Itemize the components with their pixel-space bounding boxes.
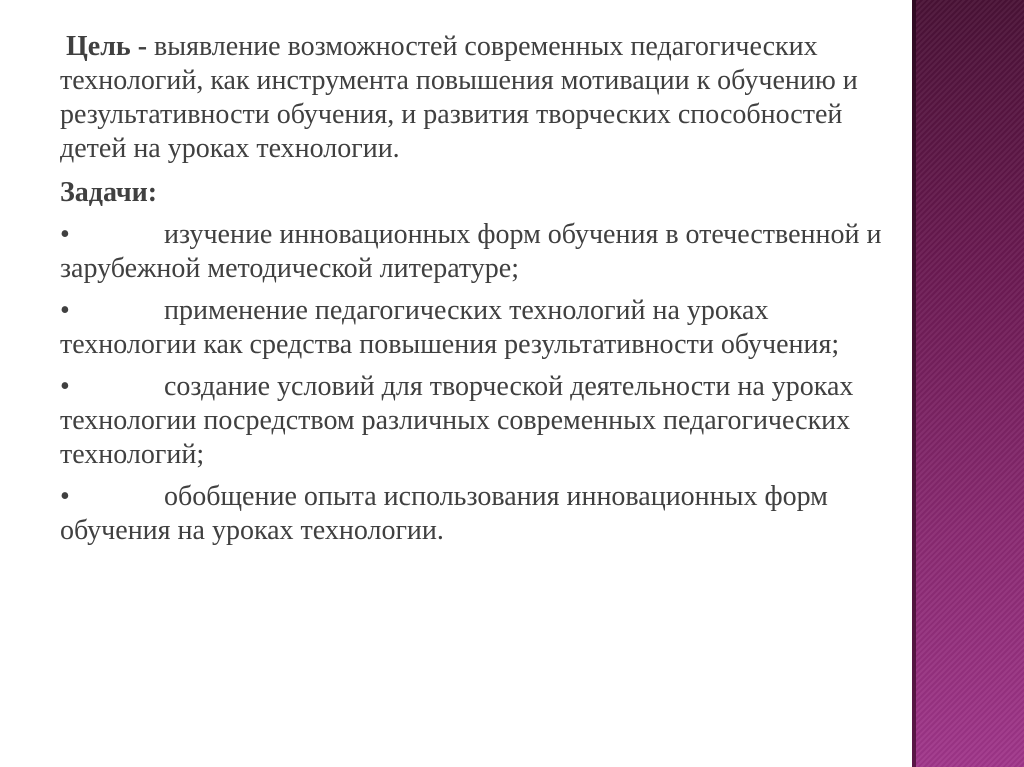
task-text: обобщение опыта использования инновационных форм обучения на уроках технологии. bbox=[60, 481, 828, 546]
goal-paragraph bbox=[60, 30, 900, 166]
bullet-icon: • bbox=[60, 295, 70, 326]
slide-content bbox=[60, 30, 900, 556]
task-item bbox=[60, 294, 900, 362]
task-item bbox=[60, 218, 900, 286]
task-text: изучение инновационных форм обучения в отечественной и зарубежной методической литературе; bbox=[60, 219, 882, 284]
tasks-heading: Задачи: bbox=[60, 177, 158, 208]
side-band-edge bbox=[912, 0, 916, 767]
bullet-icon: • bbox=[60, 371, 70, 402]
task-text: создание условий для творческой деятельности на уроках технологии посредством различных современных педагогических технологий; bbox=[60, 371, 854, 470]
goal-text: выявление возможностей современных педагогических технологий, как инструмента повышения мотивации к обучению и результативности обучения, и развития творческих способностей детей на уроках технологии. bbox=[60, 31, 858, 164]
decorative-side-band bbox=[912, 0, 1024, 767]
goal-label: Цель - bbox=[66, 31, 148, 62]
bullet-icon: • bbox=[60, 481, 70, 512]
task-item bbox=[60, 370, 900, 472]
task-item bbox=[60, 480, 900, 548]
task-text: применение педагогических технологий на уроках технологии как средства повышения результативности обучения; bbox=[60, 295, 840, 360]
bullet-icon: • bbox=[60, 219, 70, 250]
